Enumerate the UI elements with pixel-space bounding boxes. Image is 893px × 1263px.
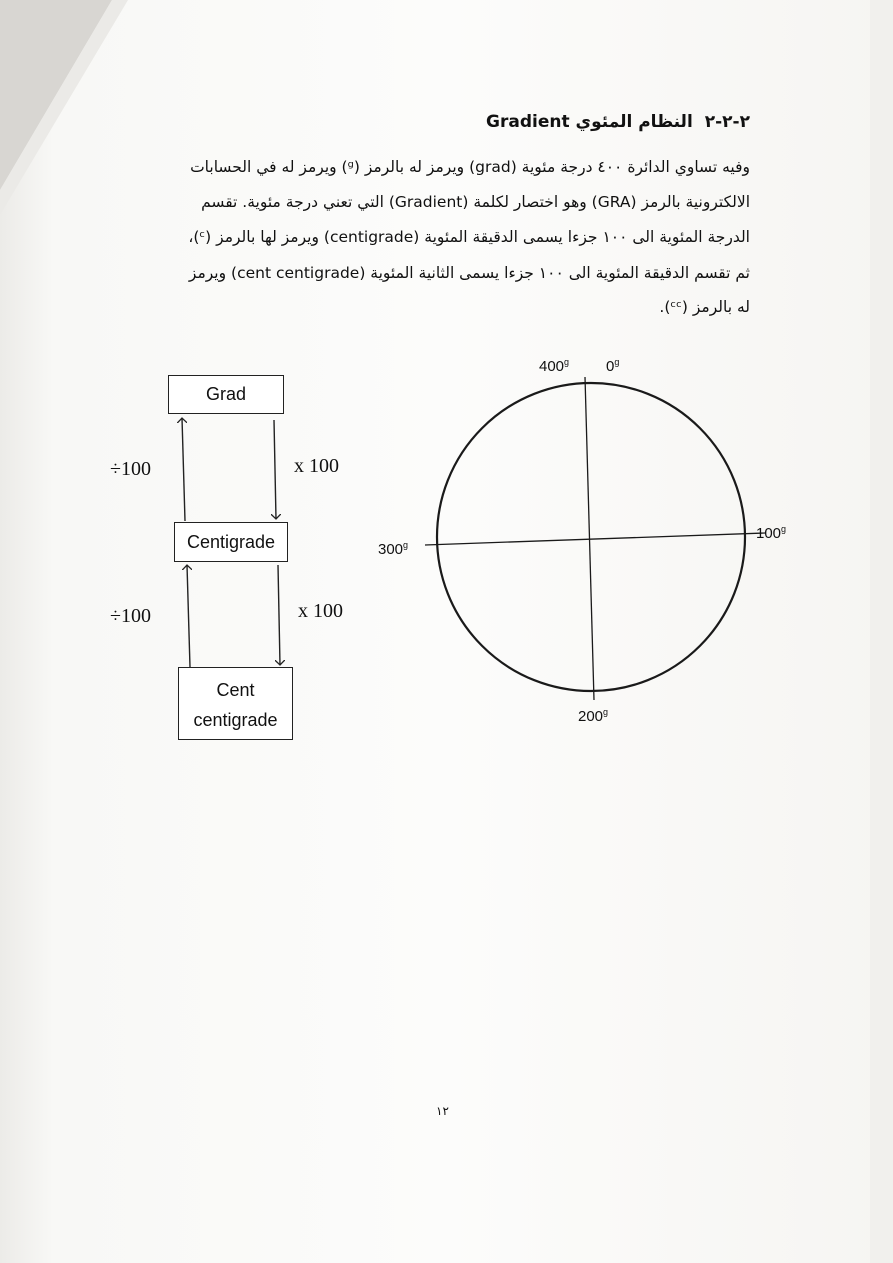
box-cent-centigrade: Cent centigrade <box>178 667 293 740</box>
paragraph-line-3: الدرجة المئوية الى ١٠٠ جزءا يسمى الدقيقة المئوية (centigrade) ويرمز لها بالرمز (ᶜ)، <box>188 228 750 246</box>
arrow-up-upper <box>182 418 185 521</box>
multiply-label-lower: x 100 <box>298 600 343 622</box>
label-0: 0$^g$ <box>606 357 620 375</box>
box-grad: Grad <box>168 375 284 414</box>
grad-circle <box>437 383 745 691</box>
label-200: 200$^g$ <box>578 707 609 725</box>
arrow-down-upper <box>274 420 276 519</box>
label-300: 300$^g$ <box>378 540 409 558</box>
arrow-down-lower <box>278 565 280 665</box>
section-title-latin: Gradient <box>486 112 570 132</box>
multiply-label-upper: x 100 <box>294 455 339 477</box>
label-400: 400$^g$ <box>539 357 570 375</box>
section-number: ٢-٢-٢ <box>704 112 750 132</box>
horizontal-axis <box>425 533 765 545</box>
page-number: ١٢ <box>436 1104 449 1118</box>
paragraph-line-5: له بالرمز (ᶜᶜ). <box>659 298 750 316</box>
paragraph-line-2: الالكترونية بالرمز (GRA) وهو اختصار لكلمة (Gradient) التي تعني درجة مئوية. تقسم <box>201 193 750 211</box>
divide-label-upper: ÷100 <box>110 458 151 480</box>
arrow-up-lower <box>187 565 190 667</box>
box-centigrade: Centigrade <box>174 522 288 562</box>
label-100: 100$^g$ <box>756 524 787 542</box>
divide-label-lower: ÷100 <box>110 605 151 627</box>
paragraph-line-1: وفيه تساوي الدائرة ٤٠٠ درجة مئوية (grad) ويرمز له بالرمز (ᵍ) ويرمز له في الحسابات <box>190 158 750 176</box>
section-title: النظام المئوي <box>575 112 693 132</box>
paragraph-line-4: ثم تقسم الدقيقة المئوية الى ١٠٠ جزءا يسمى الثانية المئوية (cent centigrade) ويرمز <box>188 264 750 282</box>
